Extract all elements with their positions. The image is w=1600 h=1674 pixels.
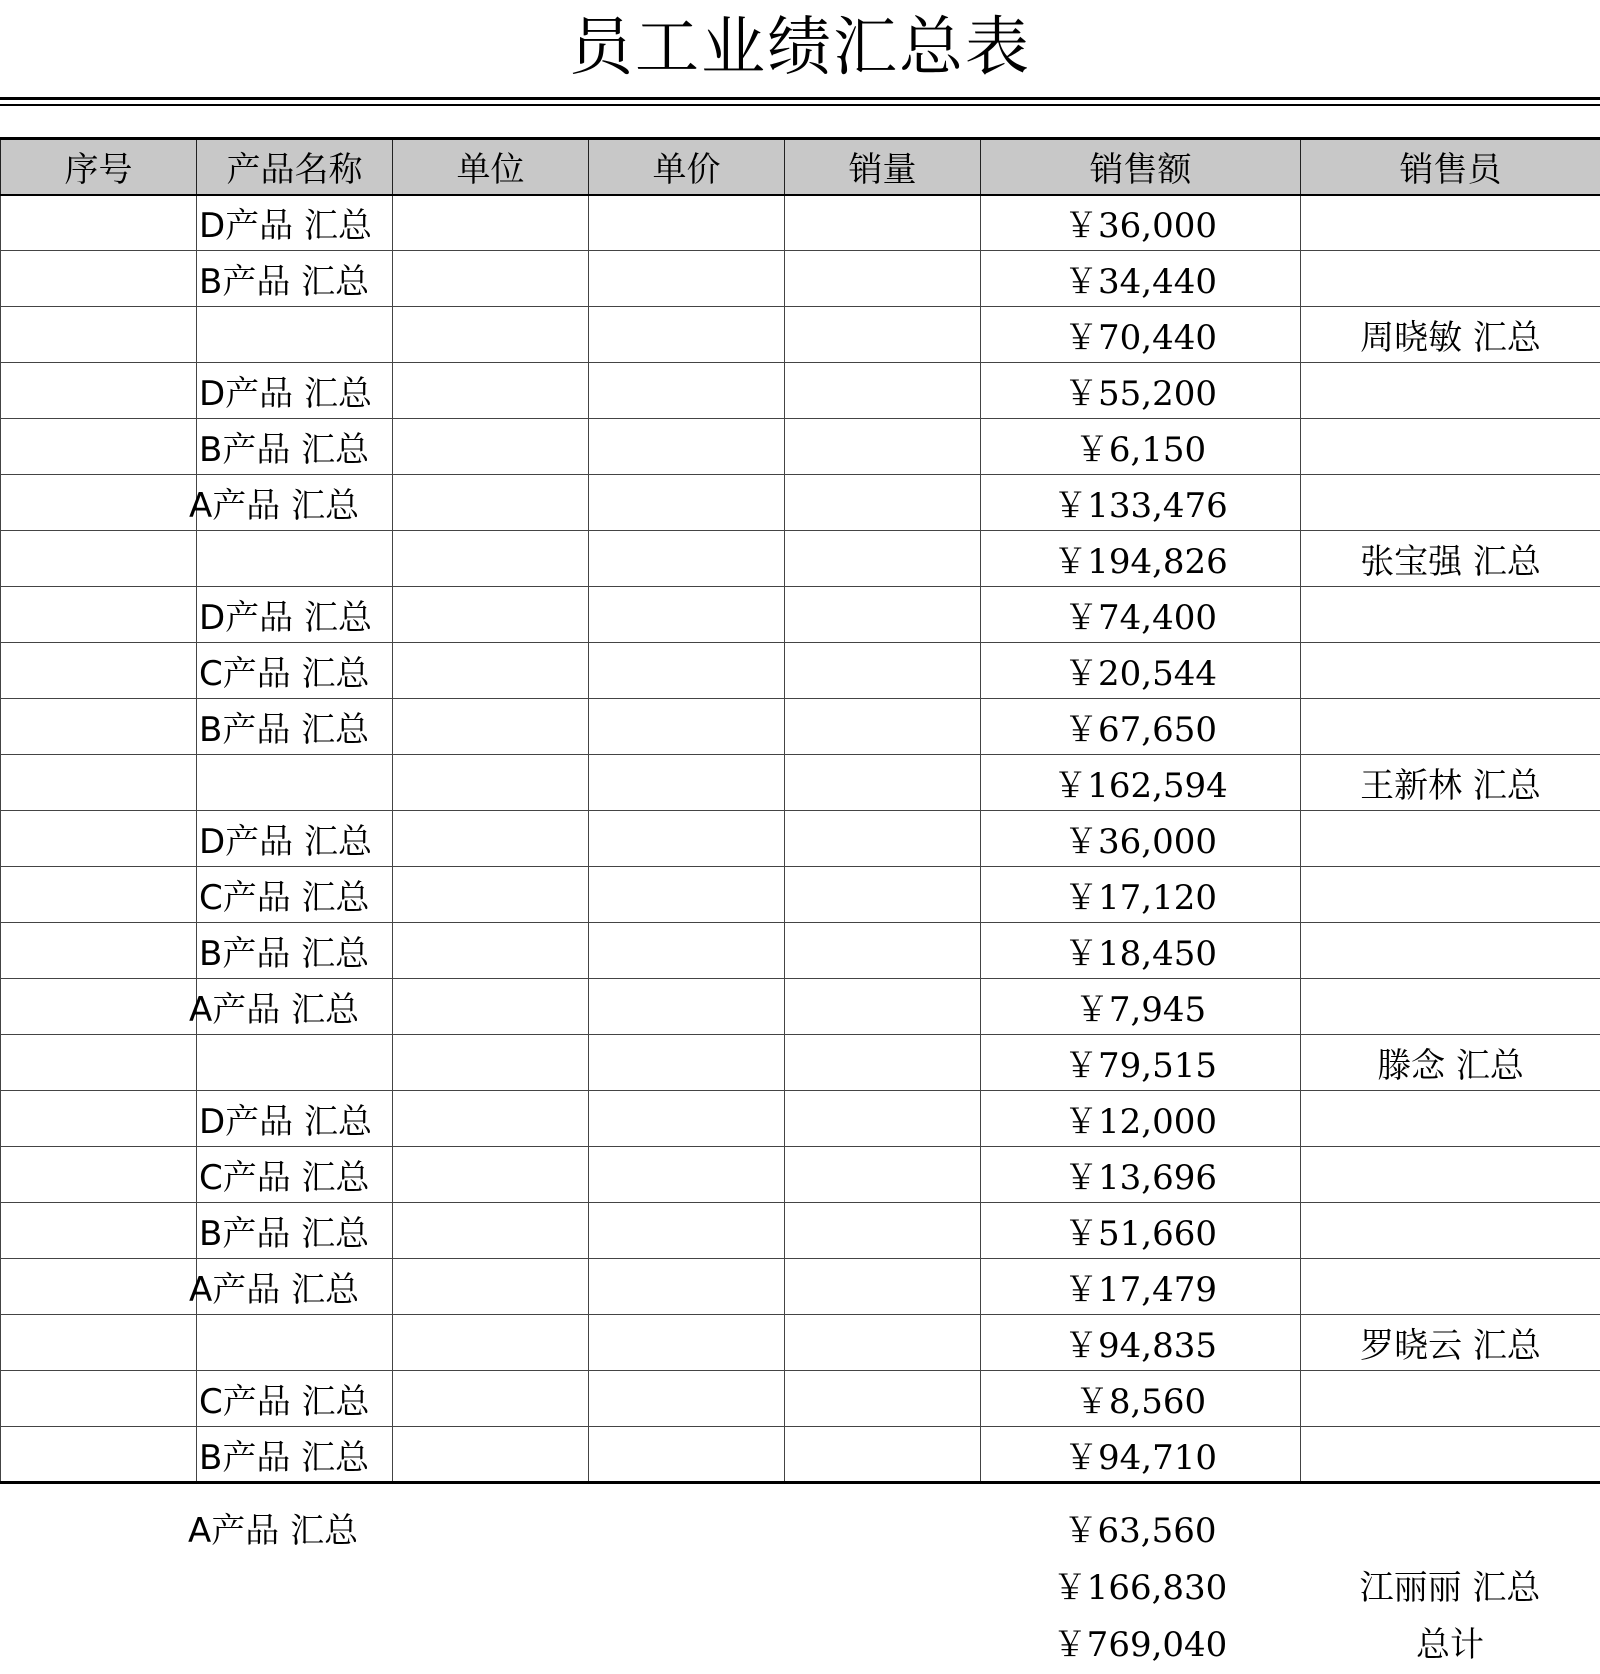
cell-product-name[interactable] bbox=[197, 643, 393, 699]
cell-unit-price[interactable] bbox=[589, 755, 785, 811]
cell-quantity[interactable] bbox=[785, 699, 981, 755]
cell-sales-amount-text: ￥17,120 bbox=[1064, 878, 1217, 918]
cell-index[interactable] bbox=[1, 531, 197, 587]
cell-salesperson[interactable] bbox=[1301, 1427, 1600, 1483]
cell-index[interactable] bbox=[1, 923, 197, 979]
cell-quantity[interactable] bbox=[785, 1091, 981, 1147]
cell-unit[interactable] bbox=[393, 307, 589, 363]
cell-salesperson[interactable] bbox=[1301, 587, 1600, 643]
cell-unit-price[interactable] bbox=[589, 1035, 785, 1091]
cell-sales-amount[interactable] bbox=[981, 979, 1301, 1035]
cell-salesperson[interactable] bbox=[1301, 1315, 1600, 1371]
cell-sales-amount[interactable] bbox=[981, 251, 1301, 307]
table-row bbox=[1, 419, 1600, 475]
cell-product-name-text: C产品 汇总 bbox=[199, 1382, 370, 1422]
cell-unit[interactable] bbox=[393, 531, 589, 587]
table-row bbox=[1, 699, 1600, 755]
cell-index[interactable] bbox=[1, 1427, 197, 1483]
cell-quantity[interactable] bbox=[785, 755, 981, 811]
cell-product-name-text: B产品 汇总 bbox=[199, 1438, 369, 1478]
cell-unit[interactable] bbox=[393, 1035, 589, 1091]
cell-sales-amount[interactable] bbox=[981, 363, 1301, 419]
cell-sales-amount[interactable] bbox=[981, 475, 1301, 531]
table-row bbox=[1, 475, 1600, 531]
cell-quantity[interactable] bbox=[785, 587, 981, 643]
cell-unit[interactable] bbox=[393, 923, 589, 979]
cell-salesperson-text: 罗晓云 汇总 bbox=[1360, 1326, 1541, 1366]
table-row bbox=[1, 1259, 1600, 1315]
cell-quantity[interactable] bbox=[785, 1035, 981, 1091]
cell-sales-amount[interactable] bbox=[981, 1315, 1301, 1371]
cell-quantity[interactable] bbox=[785, 195, 981, 251]
cell-unit[interactable] bbox=[393, 419, 589, 475]
table-header bbox=[1, 139, 1600, 195]
cell-product-name[interactable] bbox=[197, 811, 393, 867]
cell-unit[interactable] bbox=[393, 1259, 589, 1315]
cell-unit-price[interactable] bbox=[589, 1091, 785, 1147]
cell-sales-amount-text: ￥194,826 bbox=[1053, 542, 1228, 582]
cell-quantity[interactable] bbox=[785, 363, 981, 419]
cell-index[interactable] bbox=[1, 643, 197, 699]
cell-product-name-text: B产品 汇总 bbox=[199, 710, 369, 750]
cell-index[interactable] bbox=[1, 755, 197, 811]
cell-product-name-text: A产品 汇总 bbox=[189, 990, 359, 1030]
table-row bbox=[1, 923, 1600, 979]
cell-quantity[interactable] bbox=[785, 1427, 981, 1483]
table-row bbox=[1, 587, 1600, 643]
table-row bbox=[1, 1371, 1600, 1427]
cell-unit[interactable] bbox=[393, 1091, 589, 1147]
cell-index[interactable] bbox=[1, 1315, 197, 1371]
cell-salesperson[interactable] bbox=[1301, 699, 1600, 755]
cell-product-name-text: B产品 汇总 bbox=[199, 430, 369, 470]
cell-sales-amount-text: ￥12,000 bbox=[1064, 1102, 1217, 1142]
cell-unit-price[interactable] bbox=[589, 1427, 785, 1483]
cell-salesperson[interactable] bbox=[1301, 363, 1600, 419]
cell-product-name[interactable] bbox=[197, 979, 393, 1035]
header-product-name[interactable]: 产品名称 bbox=[197, 139, 393, 195]
cell-product-name-text: B产品 汇总 bbox=[199, 1214, 369, 1254]
header-index[interactable]: 序号 bbox=[1, 139, 197, 195]
cell-quantity[interactable] bbox=[785, 867, 981, 923]
header-unit-price[interactable]: 单价 bbox=[589, 139, 785, 195]
cell-sales-amount[interactable] bbox=[981, 643, 1301, 699]
cell-quantity[interactable] bbox=[785, 307, 981, 363]
cell-product-name-text: D产品 汇总 bbox=[199, 1102, 372, 1142]
cell-index[interactable] bbox=[1, 475, 197, 531]
cell-unit[interactable] bbox=[393, 867, 589, 923]
cell-unit[interactable] bbox=[393, 1203, 589, 1259]
cell-product-name-text: D产品 汇总 bbox=[199, 822, 372, 862]
cell-unit[interactable] bbox=[393, 643, 589, 699]
cell-unit-price[interactable] bbox=[589, 1371, 785, 1427]
cell-salesperson[interactable] bbox=[1301, 811, 1600, 867]
cell-sales-amount[interactable] bbox=[981, 1427, 1301, 1483]
cell-product-name-text: C产品 汇总 bbox=[199, 878, 370, 918]
cell-salesperson[interactable] bbox=[1301, 979, 1600, 1035]
cell-salesperson[interactable] bbox=[1301, 419, 1600, 475]
cell-product-name-text: D产品 汇总 bbox=[199, 374, 372, 414]
table-row bbox=[1, 979, 1600, 1035]
cell-product-name[interactable] bbox=[197, 195, 393, 251]
cell-salesperson[interactable] bbox=[1301, 307, 1600, 363]
cell-sales-amount-text: ￥18,450 bbox=[1064, 934, 1217, 974]
cell-sales-amount-text: ￥36,000 bbox=[1064, 822, 1217, 862]
cell-salesperson[interactable] bbox=[1301, 195, 1600, 251]
title-rule-thick bbox=[0, 97, 1600, 100]
cell-product-name-text: A产品 汇总 bbox=[189, 486, 359, 526]
cell-index[interactable] bbox=[1, 1371, 197, 1427]
cell-sales-amount-text: ￥94,835 bbox=[1064, 1326, 1217, 1366]
cell-quantity[interactable] bbox=[785, 475, 981, 531]
cell-product-name[interactable] bbox=[197, 1315, 393, 1371]
cell-unit-price[interactable] bbox=[589, 923, 785, 979]
cell-product-name[interactable] bbox=[197, 1371, 393, 1427]
cell-product-name[interactable] bbox=[197, 867, 393, 923]
cell-sales-amount[interactable] bbox=[981, 755, 1301, 811]
cell-unit-price[interactable] bbox=[589, 363, 785, 419]
cell-sales-amount[interactable] bbox=[981, 1091, 1301, 1147]
cell-index[interactable] bbox=[1, 195, 197, 251]
cell-sales-amount[interactable] bbox=[981, 1371, 1301, 1427]
cell-product-name[interactable] bbox=[197, 755, 393, 811]
cell-product-name[interactable] bbox=[197, 531, 393, 587]
cell-sales-amount[interactable] bbox=[981, 923, 1301, 979]
table-row bbox=[1, 531, 1600, 587]
cell-salesperson[interactable] bbox=[1301, 867, 1600, 923]
cell-sales-amount-text: ￥162,594 bbox=[1053, 766, 1228, 806]
cell-quantity[interactable] bbox=[785, 1203, 981, 1259]
cell-product-name[interactable] bbox=[197, 1091, 393, 1147]
cell-sales-amount-text: ￥67,650 bbox=[1064, 710, 1217, 750]
cell-unit[interactable] bbox=[393, 251, 589, 307]
cell-sales-amount[interactable] bbox=[981, 419, 1301, 475]
cell-product-name-text: B产品 汇总 bbox=[199, 262, 369, 302]
cell-salesperson[interactable] bbox=[1301, 531, 1600, 587]
cell-salesperson[interactable] bbox=[1301, 1091, 1600, 1147]
cell-quantity[interactable] bbox=[785, 419, 981, 475]
header-row bbox=[1, 139, 1600, 195]
cell-product-name-text: C产品 汇总 bbox=[199, 654, 370, 694]
table-row bbox=[1, 363, 1600, 419]
cell-product-name[interactable] bbox=[197, 419, 393, 475]
cell-sales-amount-text: ￥133,476 bbox=[1053, 486, 1228, 526]
cell-unit[interactable] bbox=[393, 699, 589, 755]
table-tail-rows bbox=[0, 1503, 1600, 1674]
cell-sales-amount[interactable] bbox=[981, 195, 1301, 251]
cell-unit[interactable] bbox=[393, 1315, 589, 1371]
cell-salesperson[interactable] bbox=[1301, 1259, 1600, 1315]
tail-product-name[interactable]: A产品 汇总 bbox=[188, 1503, 358, 1560]
cell-index[interactable] bbox=[1, 1147, 197, 1203]
cell-sales-amount-text: ￥20,544 bbox=[1064, 654, 1217, 694]
cell-unit[interactable] bbox=[393, 475, 589, 531]
cell-salesperson[interactable] bbox=[1301, 1203, 1600, 1259]
cell-quantity[interactable] bbox=[785, 811, 981, 867]
header-salesperson[interactable]: 销售员 bbox=[1301, 139, 1600, 195]
cell-product-name-text: D产品 汇总 bbox=[199, 206, 372, 246]
cell-sales-amount-text: ￥7,945 bbox=[1075, 990, 1206, 1030]
cell-index[interactable] bbox=[1, 1203, 197, 1259]
cell-index[interactable] bbox=[1, 251, 197, 307]
cell-sales-amount[interactable] bbox=[981, 867, 1301, 923]
cell-unit[interactable] bbox=[393, 1371, 589, 1427]
cell-index[interactable] bbox=[1, 811, 197, 867]
cell-product-name[interactable] bbox=[197, 307, 393, 363]
cell-sales-amount[interactable] bbox=[981, 811, 1301, 867]
cell-unit-price[interactable] bbox=[589, 1147, 785, 1203]
cell-product-name[interactable] bbox=[197, 699, 393, 755]
cell-index[interactable] bbox=[1, 587, 197, 643]
cell-sales-amount-text: ￥34,440 bbox=[1064, 262, 1217, 302]
table-row bbox=[1, 755, 1600, 811]
cell-unit[interactable] bbox=[393, 979, 589, 1035]
table-body bbox=[1, 195, 1600, 1483]
cell-index[interactable] bbox=[1, 419, 197, 475]
cell-sales-amount-text: ￥17,479 bbox=[1064, 1270, 1217, 1310]
cell-product-name[interactable] bbox=[197, 251, 393, 307]
cell-unit[interactable] bbox=[393, 1147, 589, 1203]
table-row bbox=[1, 1147, 1600, 1203]
cell-unit-price[interactable] bbox=[589, 699, 785, 755]
tail-sales-amount[interactable]: ￥166,830 bbox=[980, 1560, 1300, 1617]
cell-sales-amount[interactable] bbox=[981, 587, 1301, 643]
cell-unit-price[interactable] bbox=[589, 979, 785, 1035]
cell-unit[interactable] bbox=[393, 195, 589, 251]
cell-salesperson[interactable] bbox=[1301, 475, 1600, 531]
cell-quantity[interactable] bbox=[785, 979, 981, 1035]
cell-unit[interactable] bbox=[393, 587, 589, 643]
cell-sales-amount-text: ￥79,515 bbox=[1064, 1046, 1217, 1086]
header-sales-amount[interactable]: 销售额 bbox=[981, 139, 1301, 195]
cell-index[interactable] bbox=[1, 699, 197, 755]
cell-sales-amount[interactable] bbox=[981, 1259, 1301, 1315]
cell-sales-amount[interactable] bbox=[981, 1147, 1301, 1203]
header-unit[interactable]: 单位 bbox=[393, 139, 589, 195]
cell-salesperson[interactable] bbox=[1301, 643, 1600, 699]
tail-sales-amount[interactable]: ￥769,040 bbox=[980, 1617, 1300, 1674]
cell-sales-amount-text: ￥51,660 bbox=[1064, 1214, 1217, 1254]
cell-index[interactable] bbox=[1, 979, 197, 1035]
summary-table bbox=[0, 137, 1600, 1484]
cell-sales-amount-text: ￥55,200 bbox=[1064, 374, 1217, 414]
cell-unit[interactable] bbox=[393, 363, 589, 419]
cell-quantity[interactable] bbox=[785, 923, 981, 979]
tail-row bbox=[0, 1503, 1600, 1560]
table-row bbox=[1, 1315, 1600, 1371]
cell-sales-amount-text: ￥74,400 bbox=[1064, 598, 1217, 638]
cell-sales-amount-text: ￥94,710 bbox=[1064, 1438, 1217, 1478]
cell-sales-amount[interactable] bbox=[981, 1035, 1301, 1091]
cell-quantity[interactable] bbox=[785, 1259, 981, 1315]
cell-unit-price[interactable] bbox=[589, 811, 785, 867]
cell-unit-price[interactable] bbox=[589, 643, 785, 699]
title-rule-thin bbox=[0, 104, 1600, 106]
cell-sales-amount-text: ￥36,000 bbox=[1064, 206, 1217, 246]
cell-salesperson[interactable] bbox=[1301, 1147, 1600, 1203]
cell-product-name[interactable] bbox=[197, 475, 393, 531]
table-row bbox=[1, 643, 1600, 699]
cell-sales-amount[interactable] bbox=[981, 307, 1301, 363]
cell-sales-amount-text: ￥70,440 bbox=[1064, 318, 1217, 358]
cell-index[interactable] bbox=[1, 1259, 197, 1315]
cell-product-name[interactable] bbox=[197, 1203, 393, 1259]
cell-quantity[interactable] bbox=[785, 1147, 981, 1203]
cell-unit-price[interactable] bbox=[589, 475, 785, 531]
cell-product-name-text: D产品 汇总 bbox=[199, 598, 372, 638]
cell-unit-price[interactable] bbox=[589, 1203, 785, 1259]
tail-salesperson[interactable]: 江丽丽 汇总 bbox=[1300, 1560, 1600, 1617]
cell-product-name[interactable] bbox=[197, 587, 393, 643]
cell-salesperson[interactable] bbox=[1301, 251, 1600, 307]
cell-quantity[interactable] bbox=[785, 1371, 981, 1427]
cell-product-name[interactable] bbox=[197, 1035, 393, 1091]
cell-product-name[interactable] bbox=[197, 1427, 393, 1483]
cell-unit-price[interactable] bbox=[589, 419, 785, 475]
table-row bbox=[1, 307, 1600, 363]
cell-sales-amount-text: ￥6,150 bbox=[1075, 430, 1206, 470]
tail-sales-amount[interactable]: ￥63,560 bbox=[980, 1503, 1300, 1560]
cell-unit[interactable] bbox=[393, 811, 589, 867]
cell-product-name[interactable] bbox=[197, 363, 393, 419]
cell-unit-price[interactable] bbox=[589, 867, 785, 923]
cell-salesperson[interactable] bbox=[1301, 1371, 1600, 1427]
cell-unit-price[interactable] bbox=[589, 1315, 785, 1371]
cell-sales-amount[interactable] bbox=[981, 531, 1301, 587]
cell-quantity[interactable] bbox=[785, 531, 981, 587]
page-title: 员工业绩汇总表 bbox=[0, 6, 1600, 90]
cell-index[interactable] bbox=[1, 1035, 197, 1091]
cell-product-name[interactable] bbox=[197, 1147, 393, 1203]
table-row bbox=[1, 195, 1600, 251]
cell-product-name-text: C产品 汇总 bbox=[199, 1158, 370, 1198]
cell-index[interactable] bbox=[1, 1091, 197, 1147]
cell-unit-price[interactable] bbox=[589, 195, 785, 251]
cell-product-name[interactable] bbox=[197, 1259, 393, 1315]
table-row bbox=[1, 1203, 1600, 1259]
table-row bbox=[1, 251, 1600, 307]
cell-quantity[interactable] bbox=[785, 643, 981, 699]
cell-sales-amount-text: ￥13,696 bbox=[1064, 1158, 1217, 1198]
table-row bbox=[1, 867, 1600, 923]
header-quantity[interactable]: 销量 bbox=[785, 139, 981, 195]
cell-salesperson-text: 周晓敏 汇总 bbox=[1360, 318, 1541, 358]
tail-row bbox=[0, 1560, 1600, 1617]
cell-product-name-text: B产品 汇总 bbox=[199, 934, 369, 974]
cell-unit-price[interactable] bbox=[589, 251, 785, 307]
cell-unit-price[interactable] bbox=[589, 587, 785, 643]
cell-unit[interactable] bbox=[393, 1427, 589, 1483]
cell-sales-amount[interactable] bbox=[981, 699, 1301, 755]
cell-quantity[interactable] bbox=[785, 1315, 981, 1371]
cell-salesperson-text: 滕念 汇总 bbox=[1377, 1046, 1524, 1086]
table-row bbox=[1, 811, 1600, 867]
table-row bbox=[1, 1091, 1600, 1147]
cell-index[interactable] bbox=[1, 363, 197, 419]
cell-salesperson-text: 张宝强 汇总 bbox=[1360, 542, 1541, 582]
cell-salesperson-text: 王新林 汇总 bbox=[1360, 766, 1541, 806]
cell-index[interactable] bbox=[1, 867, 197, 923]
tail-salesperson[interactable]: 总计 bbox=[1300, 1617, 1600, 1674]
cell-product-name[interactable] bbox=[197, 923, 393, 979]
table-row bbox=[1, 1427, 1600, 1483]
cell-index[interactable] bbox=[1, 307, 197, 363]
cell-sales-amount[interactable] bbox=[981, 1203, 1301, 1259]
cell-unit-price[interactable] bbox=[589, 307, 785, 363]
cell-salesperson[interactable] bbox=[1301, 1035, 1600, 1091]
cell-quantity[interactable] bbox=[785, 251, 981, 307]
tail-row bbox=[0, 1617, 1600, 1674]
cell-unit[interactable] bbox=[393, 755, 589, 811]
cell-salesperson[interactable] bbox=[1301, 755, 1600, 811]
cell-salesperson[interactable] bbox=[1301, 923, 1600, 979]
cell-unit-price[interactable] bbox=[589, 531, 785, 587]
cell-product-name-text: A产品 汇总 bbox=[189, 1270, 359, 1310]
table-row bbox=[1, 1035, 1600, 1091]
cell-unit-price[interactable] bbox=[589, 1259, 785, 1315]
cell-sales-amount-text: ￥8,560 bbox=[1075, 1382, 1206, 1422]
